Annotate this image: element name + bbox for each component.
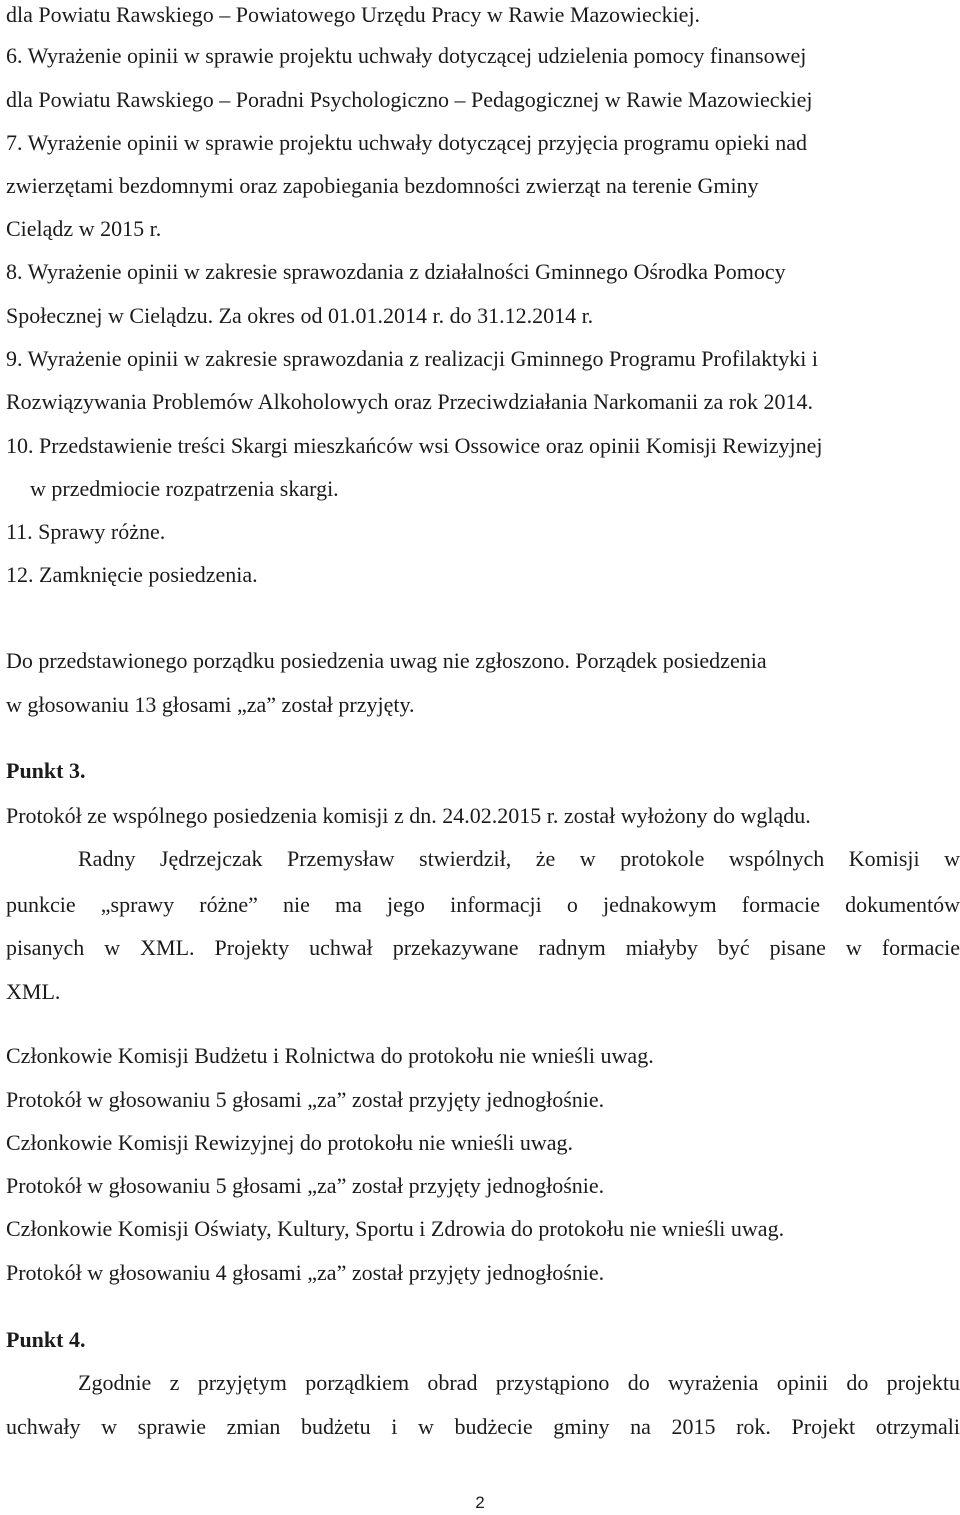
committee-education-remarks: Członkowie Komisji Oświaty, Kultury, Sportu i Zdrowia do protokołu nie wnieśli uwag. [6, 1216, 785, 1241]
committee-budget-remarks: Członkowie Komisji Budżetu i Rolnictwa do protokołu nie wnieśli uwag. [6, 1043, 654, 1068]
agenda-item-5-end: dla Powiatu Rawskiego – Powiatowego Urzędu Pracy w Rawie Mazowieckiej. [6, 2, 701, 27]
agenda-item-6: 6. Wyrażenie opinii w sprawie projektu uchwały dotyczącej udzielenia pomocy finansowej [6, 43, 807, 68]
agenda-item-9: 9. Wyrażenie opinii w zakresie sprawozdania z realizacji Gminnego Programu Profilaktyki i [6, 346, 818, 371]
agenda-item-6-cont: dla Powiatu Rawskiego – Poradni Psychologiczno – Pedagogicznej w Rawie Mazowieckiej [6, 87, 813, 112]
committee-budget-vote: Protokół w głosowaniu 5 głosami „za” został przyjęty jednogłośnie. [6, 1087, 605, 1112]
agenda-item-12: 12. Zamknięcie posiedzenia. [6, 562, 258, 587]
agenda-item-8-cont: Społecznej w Cielądzu. Za okres od 01.01.2014 r. do 31.12.2014 r. [6, 303, 594, 328]
committee-audit-remarks: Członkowie Komisji Rewizyjnej do protokołu nie wnieśli uwag. [6, 1130, 574, 1155]
agenda-vote: w głosowaniu 13 głosami „za” został przyjęty. [6, 692, 415, 717]
agenda-item-10-cont: w przedmiocie rozpatrzenia skargi. [30, 476, 339, 501]
committee-audit-vote: Protokół w głosowaniu 5 głosami „za” został przyjęty jednogłośnie. [6, 1173, 605, 1198]
statement-line-2: punkcie „sprawy różne” nie ma jego informacji o jednakowym formacie dokumentów [6, 892, 960, 917]
committee-education-vote: Protokół w głosowaniu 4 głosami „za” został przyjęty jednogłośnie. [6, 1260, 605, 1285]
heading-punkt-4: Punkt 4. [6, 1327, 86, 1352]
agenda-item-8: 8. Wyrażenie opinii w zakresie sprawozdania z działalności Gminnego Ośrodka Pomocy [6, 259, 786, 284]
agenda-item-7: 7. Wyrażenie opinii w sprawie projektu uchwały dotyczącej przyjęcia programu opieki nad [6, 130, 807, 155]
statement-line-1: Radny Jędrzejczak Przemysław stwierdził, że w protokole wspólnych Komisji w [78, 846, 960, 871]
agenda-item-7-end: Cielądz w 2015 r. [6, 216, 162, 241]
page-number: 2 [475, 1493, 485, 1512]
agenda-remarks: Do przedstawionego porządku posiedzenia uwag nie zgłoszono. Porządek posiedzenia [6, 648, 767, 673]
agenda-item-10: 10. Przedstawienie treści Skargi mieszkańców wsi Ossowice oraz opinii Komisji Rewizyjnej [6, 433, 823, 458]
agenda-item-11: 11. Sprawy różne. [6, 519, 166, 544]
heading-punkt-3: Punkt 3. [6, 758, 86, 783]
protocol-note: Protokół ze wspólnego posiedzenia komisji z dn. 24.02.2015 r. został wyłożony do wglądu. [6, 803, 811, 828]
punkt-4-line-1: Zgodnie z przyjętym porządkiem obrad przystąpiono do wyrażenia opinii do projektu [78, 1370, 960, 1395]
agenda-item-7-cont: zwierzętami bezdomnymi oraz zapobiegania bezdomności zwierząt na terenie Gminy [6, 173, 759, 198]
statement-line-4: XML. [6, 979, 61, 1004]
agenda-item-9-cont: Rozwiązywania Problemów Alkoholowych oraz Przeciwdziałania Narkomanii za rok 2014. [6, 389, 814, 414]
punkt-4-line-2: uchwały w sprawie zmian budżetu i w budżecie gminy na 2015 rok. Projekt otrzymali [6, 1414, 960, 1439]
statement-line-3: pisanych w XML. Projekty uchwał przekazywane radnym miałyby być pisane w formacie [6, 935, 960, 960]
